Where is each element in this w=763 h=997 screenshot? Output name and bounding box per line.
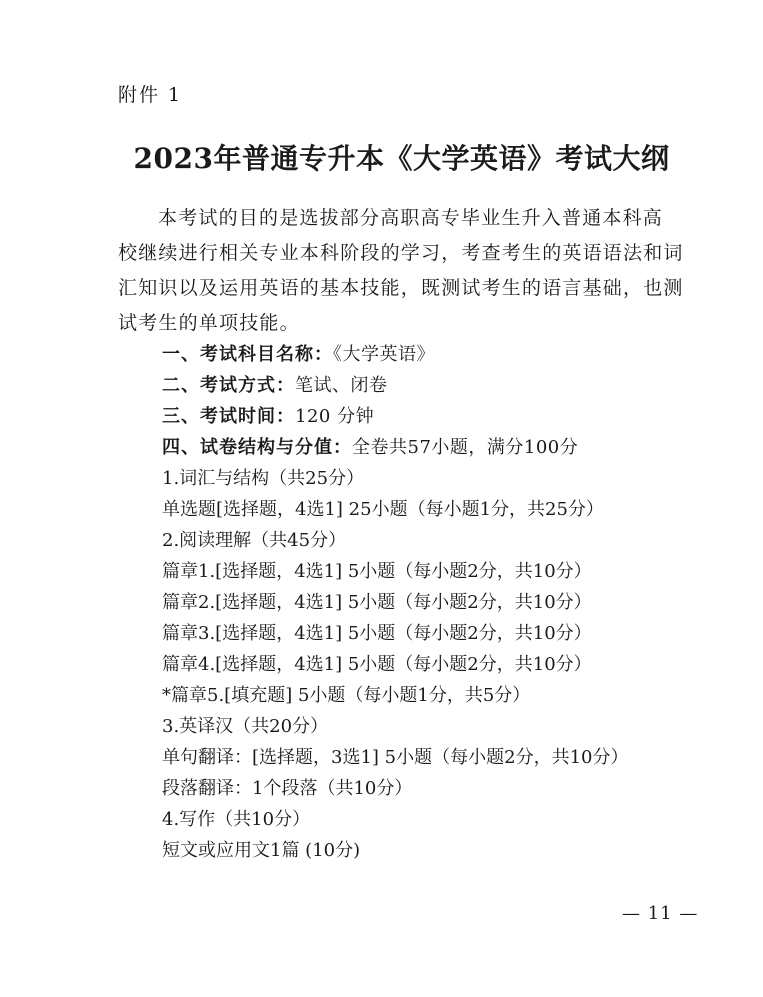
section-value: 全卷共57小题，满分100分: [352, 437, 579, 458]
page-title: 2023年普通专升本《大学英语》考试大纲: [133, 142, 670, 175]
structure-line: 3.英译汉（共20分）: [162, 716, 329, 737]
structure-line: 2.阅读理解（共45分）: [162, 530, 347, 551]
section-heading: 三、考试时间：: [162, 406, 295, 427]
section-value: 120 分钟: [295, 406, 375, 427]
intro-paragraph: [118, 201, 693, 341]
attachment-label: 附件 1: [118, 84, 183, 106]
structure-line: 篇章2.[选择题，4选1] 5小题（每小题2分，共10分）: [162, 592, 592, 613]
structure-line: 段落翻译：1个段落（共10分）: [162, 778, 413, 799]
section-heading: 一、考试科目名称：: [162, 344, 333, 365]
section-structure: [162, 432, 628, 463]
structure-line: 篇章4.[选择题，4选1] 5小题（每小题2分，共10分）: [162, 654, 592, 675]
structure-line: 篇章1.[选择题，4选1] 5小题（每小题2分，共10分）: [162, 561, 592, 582]
intro-line: 试考生的单项技能。: [118, 312, 300, 334]
intro-line: 汇知识以及运用英语的基本技能，既测试考生的语言基础，也测: [118, 277, 684, 299]
structure-line: 1.词汇与结构（共25分）: [162, 468, 365, 489]
page-number: — 11 —: [622, 903, 699, 924]
structure-line: 篇章3.[选择题，4选1] 5小题（每小题2分，共10分）: [162, 623, 592, 644]
section-value: 《大学英语》: [333, 344, 435, 365]
section-subject: [162, 339, 628, 370]
section-heading: 二、考试方式：: [162, 375, 295, 396]
structure-line: 单句翻译：[选择题，3选1] 5小题（每小题2分，共10分）: [162, 747, 629, 768]
structure-line: 4.写作（共10分）: [162, 809, 311, 830]
section-time: [162, 401, 628, 432]
section-value: 笔试、闭卷: [295, 375, 388, 396]
structure-line: 单选题[选择题，4选1] 25小题（每小题1分，共25分）: [162, 499, 604, 520]
section-method: [162, 370, 628, 401]
structure-line: 短文或应用文1篇 (10分): [162, 840, 361, 861]
exam-sections: [162, 339, 628, 866]
structure-line: *篇章5.[填充题] 5小题（每小题1分，共5分）: [162, 685, 531, 706]
intro-line: 校继续进行相关专业本科阶段的学习，考查考生的英语语法和词: [118, 242, 684, 264]
intro-line: 本考试的目的是选拔部分高职高专毕业生升入普通本科高: [158, 207, 664, 229]
section-heading: 四、试卷结构与分值：: [162, 437, 352, 458]
